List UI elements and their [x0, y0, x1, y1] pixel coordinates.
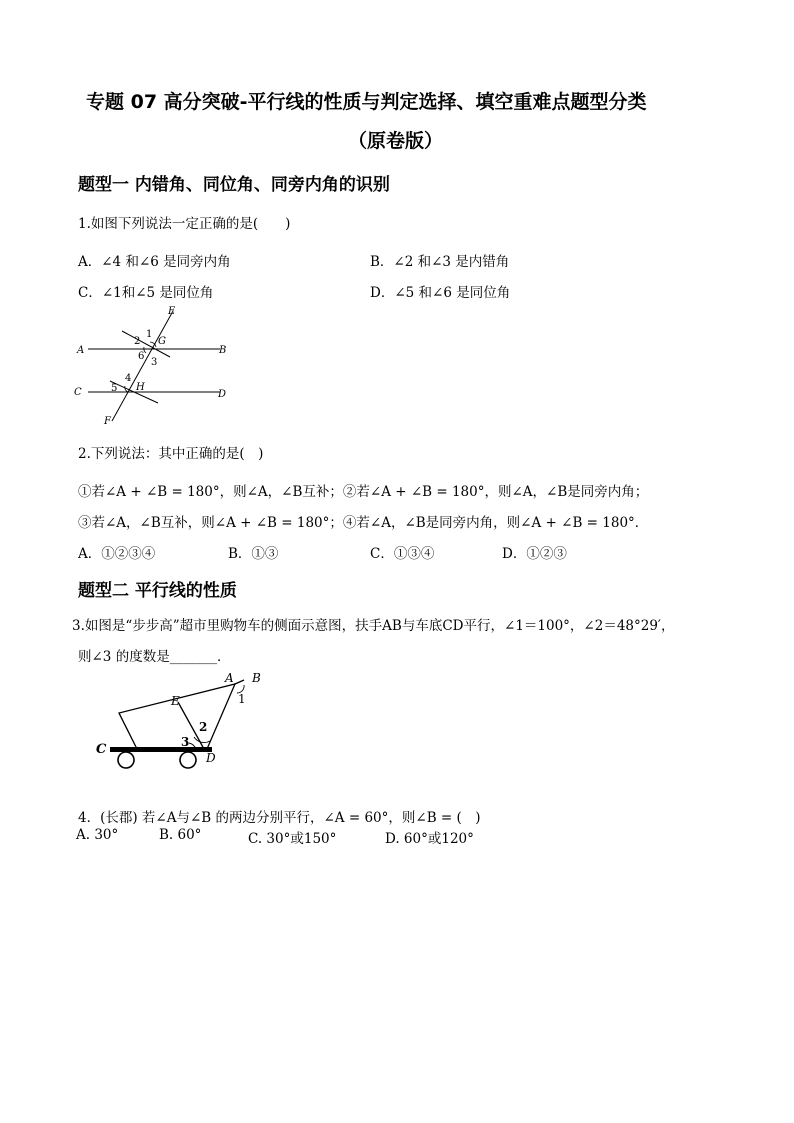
figure-2-label-1: 1 — [238, 692, 246, 706]
figure-1-label-d: D — [218, 389, 227, 400]
section-heading-2: 题型二 平行线的性质 — [78, 581, 237, 601]
question-1-option-c: C．∠1和∠5 是同位角 — [78, 285, 214, 301]
question-4-option-c: C. 30°或150° — [248, 831, 337, 847]
question-4-option-a: A. 30° — [76, 827, 119, 843]
section-heading-1: 题型一 内错角、同位角、同旁内角的识别 — [78, 175, 390, 195]
question-1-option-b: B．∠2 和∠3 是内错角 — [370, 254, 510, 270]
figure-2-label-e: E — [171, 694, 180, 708]
figure-1-label-3: 3 — [151, 357, 158, 368]
figure-1-label-5: 5 — [111, 383, 118, 394]
figure-2-label-2: 2 — [199, 720, 208, 734]
figure-1-label-6: 6 — [138, 351, 145, 362]
figure-2-label-b: B — [252, 671, 261, 685]
figure-2-label-3: 3 — [181, 735, 190, 749]
figure-2-label-c: C — [96, 742, 107, 757]
question-2-option-d: D．①②③ — [502, 546, 567, 562]
figure-1-label-e: E — [168, 306, 176, 317]
question-2-option-b: B．①③ — [228, 546, 279, 562]
figure-1-label-f: F — [104, 416, 111, 425]
question-2-option-c: C．①③④ — [370, 546, 435, 562]
question-2-line-2: ③若∠A，∠B互补，则∠A + ∠B = 180°；④若∠A，∠B是同旁内角，则∠A + ∠B = 180°． — [78, 515, 649, 531]
question-4-option-b: B. 60° — [159, 827, 202, 843]
figure-2-label-d: D — [206, 751, 216, 765]
question-1-option-d: D．∠5 和∠6 是同位角 — [370, 285, 511, 301]
figure-1-label-c: C — [74, 387, 82, 398]
question-2-line-1: ①若∠A + ∠B = 180°，则∠A，∠B互补；②若∠A + ∠B = 180°，则∠A，∠B是同旁内角； — [78, 484, 649, 500]
page-title: 专题 07 高分突破-平行线的性质与判定选择、填空重难点题型分类 — [86, 91, 647, 113]
question-4-stem: 4．(长郡) 若∠A与∠B 的两边分别平行，∠A = 60°，则∠B = ( ) — [78, 810, 481, 826]
figure-1-label-h: H — [136, 382, 145, 393]
figure-1-parallel-lines — [70, 303, 240, 425]
figure-1-label-4: 4 — [125, 373, 132, 384]
figure-1-label-b: B — [219, 345, 227, 356]
figure-2-shopping-cart — [92, 665, 292, 775]
question-1-option-a: A．∠4 和∠6 是同旁内角 — [78, 254, 231, 270]
figure-2-label-a: A — [225, 671, 234, 685]
figure-1-label-1: 1 — [146, 329, 153, 340]
question-3-stem-2: 则∠3 的度数是_______． — [78, 649, 231, 665]
question-1-stem: 1.如图下列说法一定正确的是( ) — [78, 216, 291, 232]
question-4-option-d: D. 60°或120° — [385, 831, 474, 847]
figure-1-label-g: G — [158, 336, 166, 347]
question-3-stem: 3.如图是“步步高”超市里购物车的侧面示意图，扶手AB与车底CD平行，∠1＝100°，∠2＝48°29′， — [72, 618, 675, 634]
question-2-stem: 2.下列说法：其中正确的是( ) — [78, 446, 264, 462]
figure-1-label-a: A — [77, 345, 85, 356]
page-subtitle: （原卷版） — [348, 130, 444, 152]
figure-1-label-2: 2 — [134, 336, 141, 347]
question-2-option-a: A．①②③④ — [78, 546, 156, 562]
